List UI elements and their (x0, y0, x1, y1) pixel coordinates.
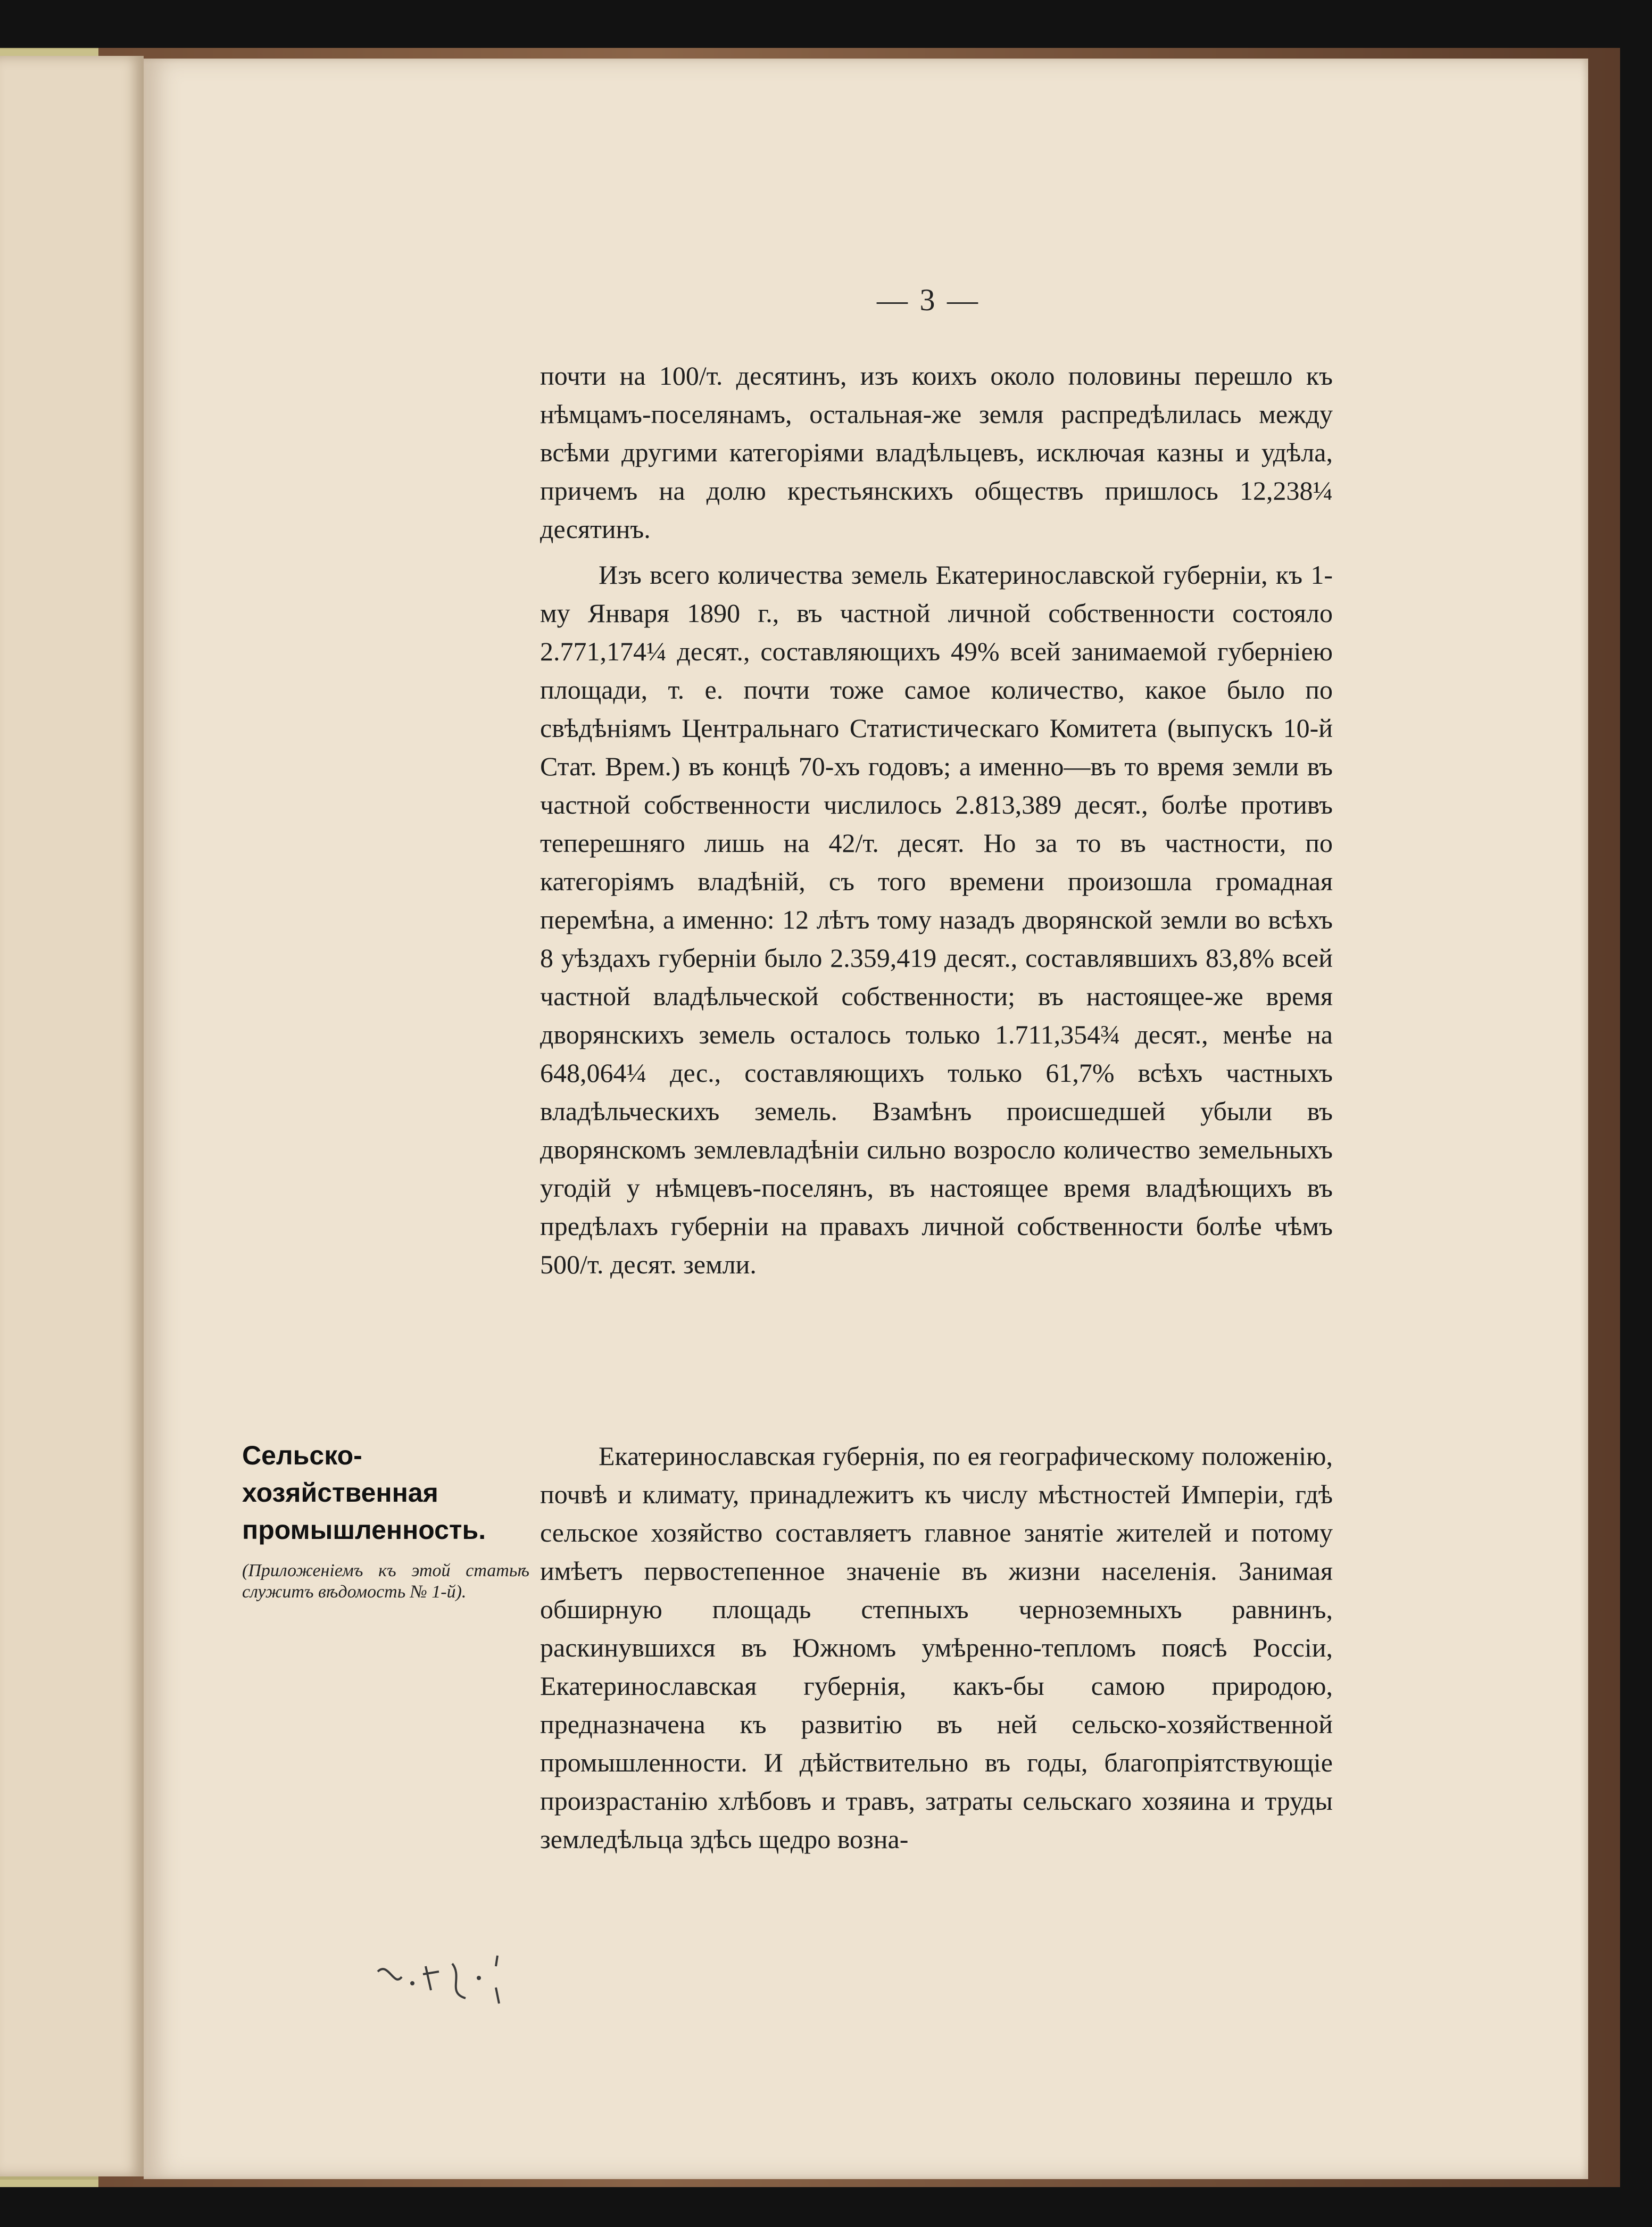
paragraph-land-ownership: Изъ всего количества земель Екатеринославской губерніи, къ 1-му Января 1890 г., въ частной личной собственности состояло 2.771,174¼ десят., составляющихъ 49% всей занимаемой губерніею площади, т. е. почти тоже самое количество, какое было по свѣдѣніямъ Центральнаго Статистическаго Комитета (выпускъ 10-й Стат. Врем.) въ концѣ 70-хъ годовъ; а именно—въ то время земли въ частной собственности числилось 2.813,389 десят., болѣе противъ теперешняго лишь на 42/т. десят. Но за то въ частности, по категоріямъ владѣній, съ того времени произошла громадная перемѣна, а именно: 12 лѣтъ тому назадъ дворянской земли во всѣхъ 8 уѣздахъ губерніи было 2.359,419 десят., составлявшихъ 83,8% всей частной владѣльческой собственности; въ настоящее-же время дворянскихъ земель осталось только 1.711,354¾ десят., менѣе на 648,064¼ дес., составляющихъ только 61,7% всѣхъ частныхъ владѣльческихъ земель. Взамѣнъ происшедшей убыли въ дворянскомъ землевладѣніи сильно возросло количество земельныхъ угодій у нѣмцевъ-поселянъ, въ настоящее время владѣющихъ въ предѣлахъ губерніи на правахъ личной собственности болѣе чѣмъ 500/т. десят. земли. (540, 560, 1333, 1279)
section-heading: Сельско-хозяйственная промышленность. (242, 1440, 486, 1545)
paragraph-continuation: почти на 100/т. десятинъ, изъ коихъ около половины перешло къ нѣмцамъ-поселянамъ, остальная-же земля распредѣлилась между всѣми другими категоріями владѣльцевъ, исключая казны и удѣла, причемъ на долю крестьянскихъ обществъ пришлось 12,238¼ десятинъ. (540, 361, 1333, 544)
handwritten-mark (372, 1945, 521, 2009)
main-text (540, 357, 1333, 1284)
paragraph-agriculture: Екатеринославская губернія, по ея географическому положенію, почвѣ и климату, принадлежитъ къ числу мѣстностей Имперіи, гдѣ сельское хозяйство составляетъ главное занятіе жителей и потому имѣетъ первостепенное значеніе въ жизни населенія. Занимая обширную площадь степныхъ черноземныхъ равнинъ, раскинувшихся въ Южномъ умѣренно-тепломъ поясѣ Россіи, Екатеринославская губернія, какъ-бы самою природою, предназначена къ развитію въ ней сельско-хозяйственной промышленности. И дѣйствительно въ годы, благопріятствующіе произрастанію хлѣбовъ и травъ, затраты сельскаго хозяина и труды земледѣльца здѣсь щедро возна- (540, 1441, 1333, 1854)
appendix-note: (Приложеніемъ къ этой статьѣ служитъ вѣдомость № 1-й). (242, 1561, 529, 1602)
agriculture-section (540, 1437, 1333, 1858)
page-number: — 3 — (877, 283, 980, 317)
section-sidenote (242, 1437, 529, 1603)
left-page-edge (0, 56, 144, 2176)
